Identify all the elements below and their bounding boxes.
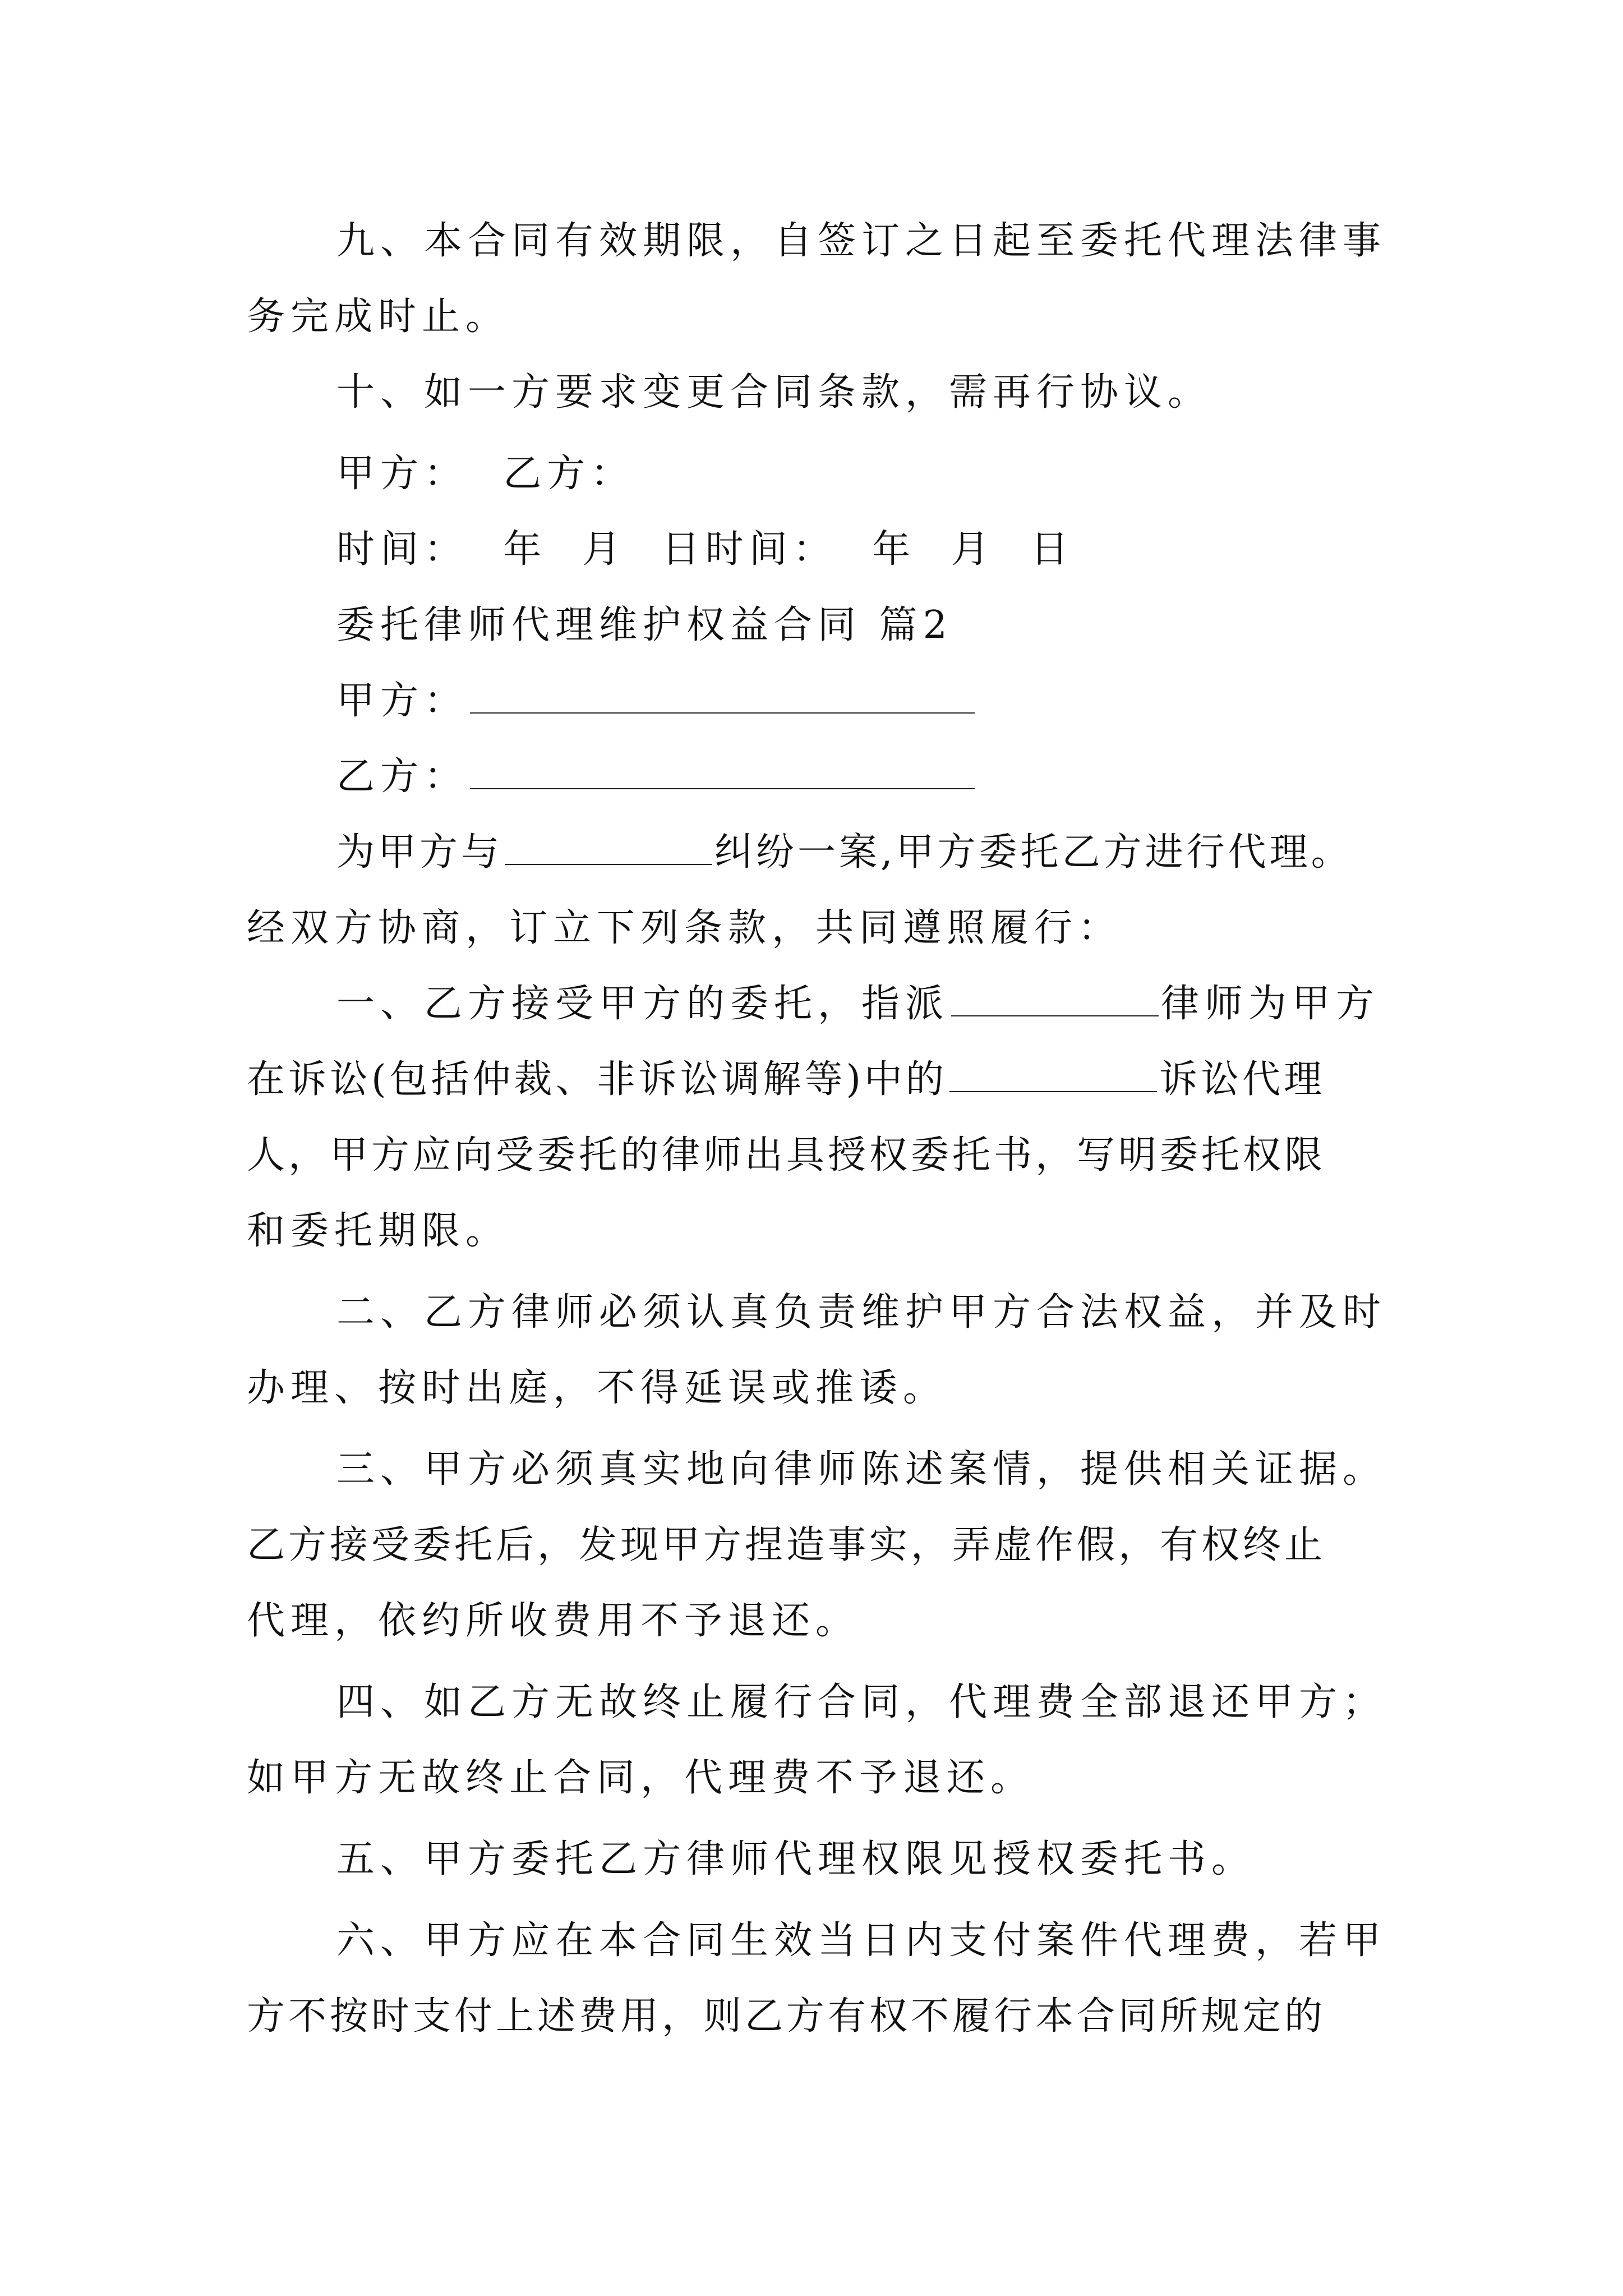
- clause-10: 十、如一方要求变更合同条款，需再行协议。: [336, 370, 1212, 415]
- clause-3-line-2: 乙方接受委托后，发现甲方捏造事实，弄虚作假，有权终止: [247, 1523, 1326, 1567]
- clause-9-line-1: 九、本合同有效期限，自签订之日起至委托代理法律事: [336, 219, 1387, 263]
- lawyer-name-blank: [951, 981, 1159, 1016]
- intro-pre: 为甲方与: [336, 830, 503, 875]
- intro-line-1: [336, 827, 1353, 878]
- clause-6-line-2: 方不按时支付上述费用，则乙方有权不履行本合同所规定的: [247, 1994, 1326, 2039]
- dispute-blank: [505, 829, 712, 865]
- clause-3-line-3: 代理，依约所收费用不予退还。: [247, 1599, 860, 1643]
- clause-1-line-3: 人，甲方应向受委托的律师出具授权委托书，写明委托权限: [247, 1133, 1326, 1177]
- party-a-field: [336, 676, 977, 726]
- clause-1-line-4: 和委托期限。: [247, 1209, 510, 1253]
- clause-6-line-1: 六、甲方应在本合同生效当日内支付案件代理费，若甲: [336, 1918, 1387, 1963]
- clause-2-line-2: 办理、按时出庭，不得延误或推诿。: [247, 1366, 947, 1410]
- party-a-blank: [470, 678, 975, 714]
- clause-1-line-2-pre: 在诉讼(包括仲裁、非诉讼调解等)中的: [247, 1057, 948, 1102]
- clause-4-line-2: 如甲方无故终止合同，代理费不予退还。: [247, 1756, 1035, 1800]
- party-b-blank: [470, 753, 975, 789]
- signature-parties: 甲方： 乙方：: [336, 452, 635, 496]
- party-b-field: [336, 752, 977, 802]
- clause-1-post: 律师为甲方: [1161, 982, 1380, 1026]
- clause-4-line-1: 四、如乙方无故终止履行合同，代理费全部退还甲方；: [336, 1680, 1387, 1724]
- clause-1-pre: 一、乙方接受甲方的委托，指派: [336, 982, 949, 1026]
- clause-3-line-1: 三、甲方必须真实地向律师陈述案情，提供相关证据。: [336, 1447, 1387, 1492]
- party-a-label: 甲方：: [336, 679, 468, 723]
- clause-9-line-2: 务完成时止。: [247, 295, 510, 339]
- clause-5: 五、甲方委托乙方律师代理权限见授权委托书。: [336, 1837, 1256, 1881]
- intro-line-2: 经双方协商，订立下列条款，共同遵照履行：: [247, 906, 1122, 950]
- intro-post: 纠纷一案,甲方委托乙方进行代理。: [714, 830, 1353, 875]
- clause-1-line-2: [247, 1055, 1325, 1105]
- clause-1-line-1: [336, 979, 1380, 1029]
- signature-dates: 时间： 年 月 日时间： 年 月 日: [336, 527, 1075, 572]
- party-b-label: 乙方：: [336, 754, 468, 799]
- clause-2-line-1: 二、乙方律师必须认真负责维护甲方合法权益，并及时: [336, 1290, 1387, 1335]
- litigation-role-blank: [949, 1056, 1157, 1092]
- clause-1-line-2-post: 诉讼代理: [1159, 1057, 1326, 1102]
- section-title: 委托律师代理维护权益合同 篇2: [336, 603, 953, 647]
